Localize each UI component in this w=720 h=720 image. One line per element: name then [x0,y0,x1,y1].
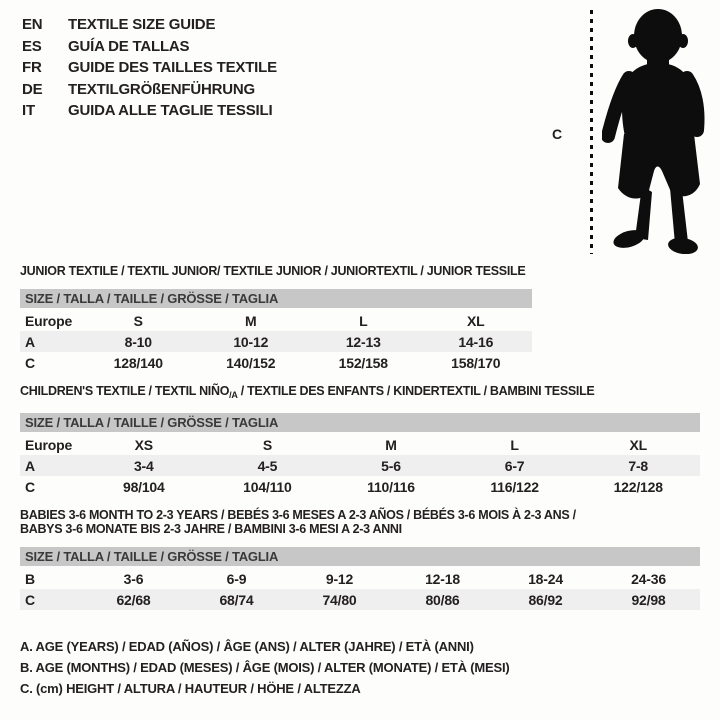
cell: 9-12 [325,570,354,587]
cell: 104/110 [243,478,292,495]
language-row-es [22,36,277,58]
cell: 5-6 [329,455,453,476]
table-row-europe [20,310,532,331]
cell: 80/86 [391,589,494,610]
size-bar: SIZE / TALLA / TAILLE / GRÖSSE / TAGLIA [20,289,532,308]
cell: L [359,312,368,329]
footnote-b: B. AGE (MONTHS) / EDAD (MESES) / ÂGE (MOIS) / ALTER (MONATE) / ETÀ (MESI) [20,660,510,675]
children-size-table [20,434,700,497]
row-label: C [25,478,35,495]
language-code: DE [22,80,43,98]
cell: S [133,312,143,329]
height-dotted-line [590,10,593,254]
cell: 68/74 [185,589,288,610]
cell: 74/80 [288,589,391,610]
language-list [22,14,277,122]
cell: 122/128 [613,478,663,495]
footnote-a: A. AGE (YEARS) / EDAD (AÑOS) / ÂGE (ANS) / ALTER (JAHRE) / ETÀ (ANNI) [20,639,474,654]
table-row-c [20,352,532,373]
babies-table-wrap [20,547,700,610]
cell: 92/98 [597,589,700,610]
section-babies [20,508,700,610]
cell: XS [134,436,153,453]
section-children [20,384,700,497]
heading-line-1: BABIES 3-6 MONTH TO 2-3 YEARS / BEBÉS 3-6 MESES A 2-3 AÑOS / BÉBÉS 3-6 MOIS À 2-3 ANS / [20,508,576,522]
language-code: EN [22,16,43,34]
cell: 6-9 [226,570,247,587]
language-row-fr [22,57,277,79]
cell: 4-5 [206,455,330,476]
footnote-c: C. (cm) HEIGHT / ALTURA / HAUTEUR / HÖHE / ALTEZZA [20,681,361,696]
cell: 158/170 [451,354,501,371]
cell: 128/140 [113,354,163,371]
language-label: GUÍA DE TALLAS [68,37,190,55]
row-label: C [25,354,35,371]
cell: 6-7 [453,455,577,476]
footnotes [20,636,700,699]
heading-text: CHILDREN'S TEXTILE / TEXTIL NIÑO [20,384,230,398]
cell: 18-24 [528,570,563,587]
language-row-de [22,79,277,101]
cell: 98/104 [122,478,165,495]
cell: 12-13 [307,331,420,352]
cell: XL [629,436,647,453]
table-row-a [20,455,700,476]
size-bar: SIZE / TALLA / TAILLE / GRÖSSE / TAGLIA [20,547,700,566]
measure-c-label: C [552,126,563,142]
heading-subscript: /A [229,390,238,400]
cell: 152/158 [338,354,388,371]
size-bar: SIZE / TALLA / TAILLE / GRÖSSE / TAGLIA [20,413,700,432]
language-label: GUIDE DES TAILLES TEXTILE [68,59,277,77]
cell: 3-6 [123,570,144,587]
measurement-figure [542,8,720,256]
language-row-it [22,100,277,122]
cell: 62/68 [82,589,185,610]
language-label: TEXTILGRÖßENFÜHRUNG [68,80,256,98]
table-row-c [20,589,700,610]
cell: 140/152 [226,354,276,371]
section-junior [20,264,700,373]
language-code: ES [22,37,42,55]
cell: 3-4 [82,455,206,476]
cell: 110/116 [367,478,415,495]
cell: 8-10 [82,331,195,352]
language-code: FR [22,59,42,77]
row-label: C [20,589,82,610]
row-label: Europe [25,312,73,329]
row-label: A [20,331,82,352]
language-label: TEXTILE SIZE GUIDE [68,16,216,34]
children-section-heading [20,384,700,402]
child-silhouette-icon [602,8,712,254]
row-label: B [25,570,35,587]
cell: XL [467,312,485,329]
language-label: GUIDA ALLE TAGLIE TESSILI [68,102,273,120]
cell: 86/92 [494,589,597,610]
junior-section-heading: JUNIOR TEXTILE / TEXTIL JUNIOR/ TEXTILE JUNIOR / JUNIORTEXTIL / JUNIOR TESSILE [20,264,526,278]
cell: S [262,436,272,453]
table-row-a [20,331,532,352]
children-table-wrap [20,413,700,497]
cell: 24-36 [631,570,666,587]
cell: M [245,312,257,329]
cell: M [385,436,397,453]
cell: L [510,436,519,453]
cell: 116/122 [490,478,539,495]
babies-section-heading [20,508,700,536]
cell: 12-18 [425,570,460,587]
table-row-c [20,476,700,497]
language-row-en [22,14,277,36]
junior-size-table [20,310,532,373]
heading-line-2: BABYS 3-6 MONATE BIS 2-3 JAHRE / BAMBINI 3-6 MESI A 2-3 ANNI [20,522,402,536]
junior-table-wrap [20,289,532,373]
babies-size-table [20,568,700,610]
table-row-europe [20,434,700,455]
cell: 7-8 [576,455,700,476]
top-area [20,0,700,258]
cell: 14-16 [420,331,533,352]
row-label: Europe [25,436,73,453]
row-label: A [20,455,82,476]
cell: 10-12 [195,331,308,352]
table-row-b [20,568,700,589]
language-code: IT [22,102,35,120]
heading-text: / TEXTILE DES ENFANTS / KINDERTEXTIL / BAMBINI TESSILE [237,384,595,398]
